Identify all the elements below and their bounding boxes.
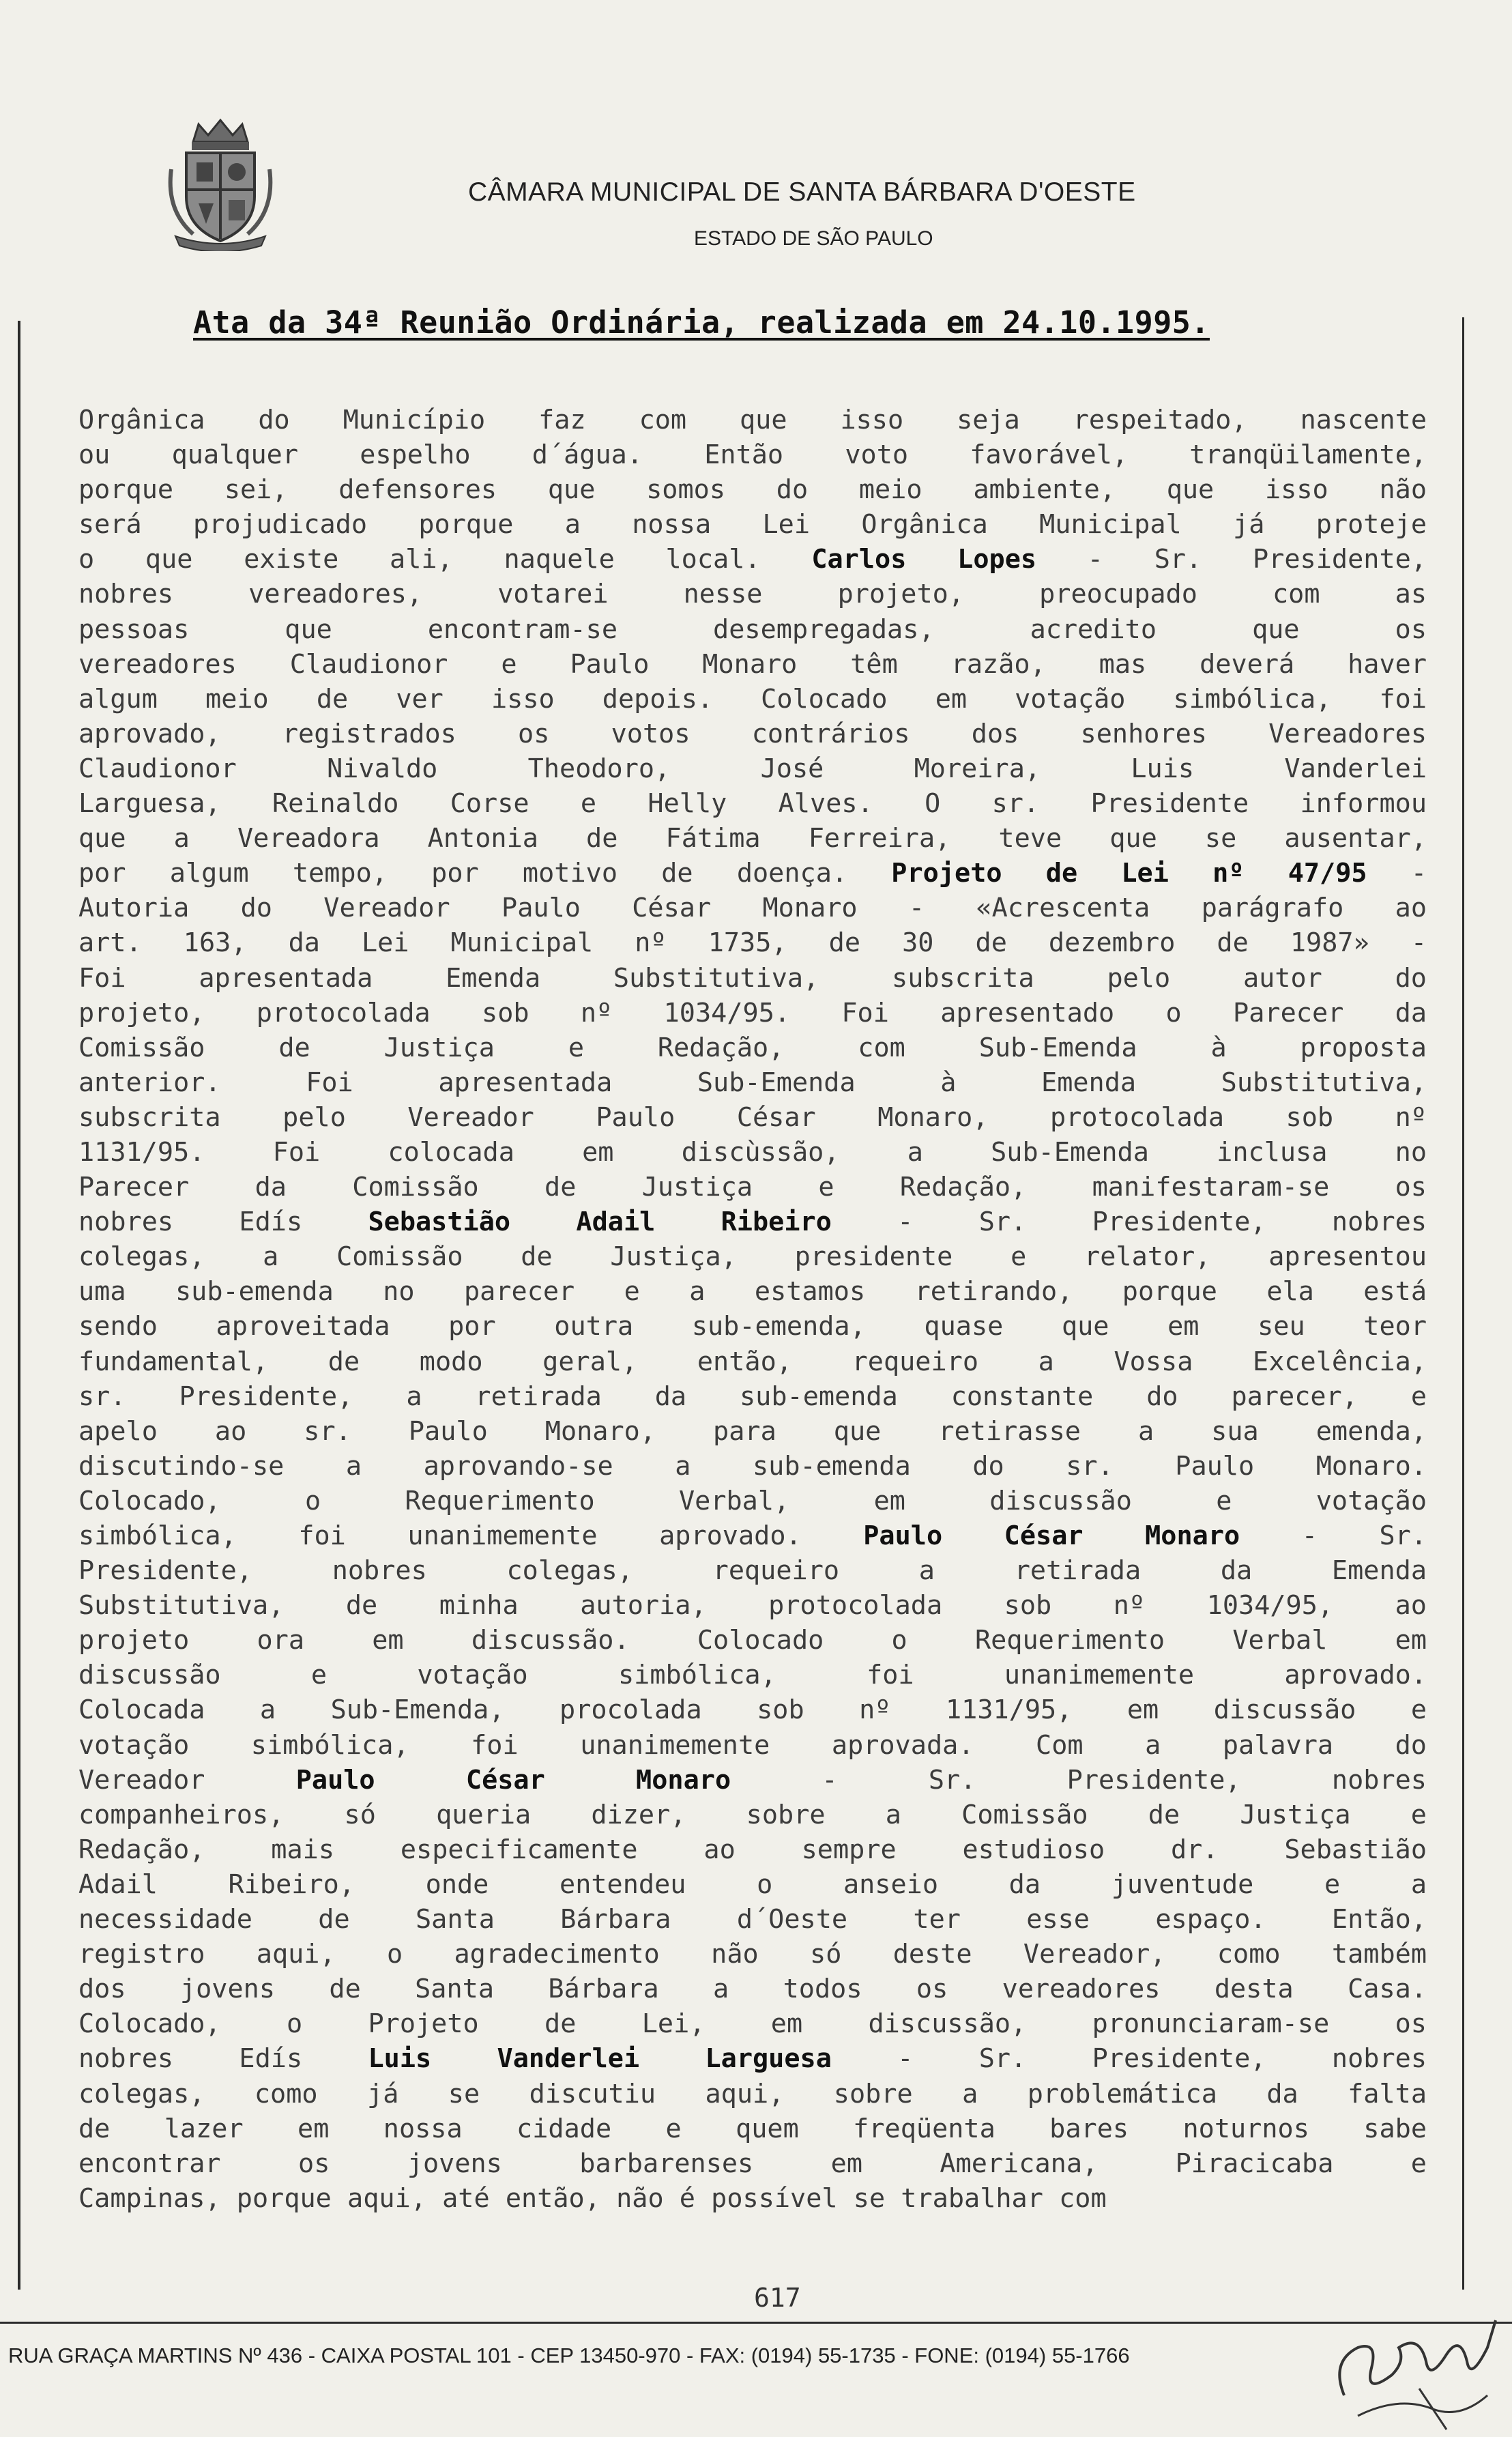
text-line bbox=[78, 1205, 1427, 1239]
text-segment: registro aqui, o agradecimento não só deste Vereador, como também bbox=[78, 1939, 1427, 1970]
organization-name: CÂMARA MUNICIPAL DE SANTA BÁRBARA D'OESTE bbox=[468, 177, 1136, 207]
text-line bbox=[78, 1763, 1427, 1798]
text-segment: discussão e votação simbólica, foi unanimemente aprovado. bbox=[78, 1660, 1427, 1691]
text-line bbox=[78, 1623, 1427, 1658]
text-segment: Colocado, o Requerimento Verbal, em discussão e votação bbox=[78, 1485, 1427, 1516]
text-line bbox=[78, 856, 1427, 891]
text-segment: por algum tempo, por motivo de doença. bbox=[78, 858, 892, 889]
text-segment: - Sr. Presidente, nobres bbox=[831, 1207, 1427, 1238]
text-line bbox=[78, 751, 1427, 786]
text-segment: Comissão de Justiça e Redação, com Sub-Emenda à proposta bbox=[78, 1032, 1427, 1063]
text-line bbox=[78, 612, 1427, 647]
text-segment: Vereador bbox=[78, 1764, 296, 1796]
text-line bbox=[78, 1100, 1427, 1135]
text-segment: - Sr. Presidente, nobres bbox=[731, 1764, 1427, 1796]
text-segment: Colocado, o Projeto de Lei, em discussão, pronunciaram-se os bbox=[78, 2008, 1427, 2040]
speaker-name: Sebastião Adail Ribeiro bbox=[368, 1207, 832, 1238]
text-segment: simbólica, foi unanimemente aprovado. bbox=[78, 1520, 864, 1551]
organization-state: ESTADO DE SÃO PAULO bbox=[694, 227, 933, 250]
text-line bbox=[78, 925, 1427, 960]
text-segment: subscrita pelo Vereador Paulo César Monaro, protocolada sob nº bbox=[78, 1101, 1427, 1133]
text-segment: - Sr. Presidente, bbox=[1036, 544, 1427, 575]
speaker-name: Carlos Lopes bbox=[811, 544, 1037, 575]
text-segment: - bbox=[1367, 858, 1427, 889]
text-line bbox=[78, 1692, 1427, 1727]
text-segment: discutindo-se a aprovando-se a sub-emenda do sr. Paulo Monaro. bbox=[78, 1450, 1427, 1482]
text-segment: que a Vereadora Antonia de Fátima Ferreira, teve que se ausentar, bbox=[78, 823, 1427, 854]
text-segment: nobres Edís bbox=[78, 1207, 368, 1238]
text-line bbox=[78, 1728, 1427, 1763]
text-line bbox=[78, 1518, 1427, 1553]
text-line bbox=[78, 577, 1427, 611]
text-line bbox=[78, 1379, 1427, 1414]
text-segment: Presidente, nobres colegas, requeiro a retirada da Emenda bbox=[78, 1555, 1427, 1587]
text-line bbox=[78, 821, 1427, 856]
text-line bbox=[78, 1239, 1427, 1274]
text-line bbox=[78, 1030, 1427, 1065]
text-line bbox=[78, 2077, 1427, 2111]
handwritten-signature bbox=[1317, 2293, 1508, 2436]
text-line bbox=[78, 1170, 1427, 1205]
text-segment: anterior. Foi apresentada Sub-Emenda à Emenda Substitutiva, bbox=[78, 1067, 1427, 1098]
speaker-name: Luis Vanderlei Larguesa bbox=[368, 2043, 832, 2075]
text-line bbox=[78, 437, 1427, 472]
text-line bbox=[78, 891, 1427, 925]
text-segment: Substitutiva, de minha autoria, protocolada sob nº 1034/95, ao bbox=[78, 1590, 1427, 1621]
text-line bbox=[78, 1065, 1427, 1100]
text-segment: dos jovens de Santa Bárbara a todos os vereadores desta Casa. bbox=[78, 1974, 1427, 2005]
text-line bbox=[78, 2111, 1427, 2146]
text-line bbox=[78, 1867, 1427, 1902]
text-segment: Campinas, porque aqui, até então, não é possível se trabalhar com bbox=[78, 2182, 1107, 2214]
text-line bbox=[78, 682, 1427, 717]
footer-divider bbox=[0, 2322, 1512, 2324]
text-segment: Foi apresentada Emenda Substitutiva, subscrita pelo autor do bbox=[78, 962, 1427, 994]
text-line bbox=[78, 1658, 1427, 1692]
text-segment: Colocada a Sub-Emenda, procolada sob nº 1131/95, em discussão e bbox=[78, 1695, 1427, 1726]
text-line bbox=[78, 1553, 1427, 1588]
page-border-left bbox=[18, 321, 20, 2290]
text-segment: uma sub-emenda no parecer e a estamos retirando, porque ela está bbox=[78, 1276, 1427, 1308]
text-segment: 1131/95. Foi colocada em discùssão, a Sub-Emenda inclusa no bbox=[78, 1136, 1427, 1168]
text-segment: encontrar os jovens barbarenses em Americana, Piracicaba e bbox=[78, 2148, 1427, 2179]
page-border-right bbox=[1462, 317, 1464, 2290]
footer-address: RUA GRAÇA MARTINS Nº 436 - CAIXA POSTAL 101 - CEP 13450-970 - FAX: (0194) 55-1735 - FONE: (0194) 55-1766 bbox=[8, 2344, 1130, 2367]
text-line bbox=[78, 786, 1427, 821]
text-line bbox=[78, 1414, 1427, 1449]
text-segment: - Sr. Presidente, nobres bbox=[831, 2043, 1427, 2075]
text-line bbox=[78, 2146, 1427, 2181]
text-line bbox=[78, 1344, 1427, 1379]
text-segment: Claudionor Nivaldo Theodoro, José Moreira, Luis Vanderlei bbox=[78, 753, 1427, 784]
text-line bbox=[78, 2041, 1427, 2076]
text-line bbox=[78, 1937, 1427, 1972]
text-segment: vereadores Claudionor e Paulo Monaro têm razão, mas deverá haver bbox=[78, 648, 1427, 680]
text-segment: colegas, como já se discutiu aqui, sobre a problemática da falta bbox=[78, 2078, 1427, 2109]
text-line bbox=[78, 1832, 1427, 1867]
text-segment: sendo aproveitada por outra sub-emenda, quase que em seu teor bbox=[78, 1311, 1427, 1342]
text-line bbox=[78, 1588, 1427, 1623]
text-segment: projeto ora em discussão. Colocado o Requerimento Verbal em bbox=[78, 1625, 1427, 1656]
text-line bbox=[78, 717, 1427, 751]
text-segment: de lazer em nossa cidade e quem freqüenta bares noturnos sabe bbox=[78, 2113, 1427, 2144]
text-segment: - Sr. bbox=[1240, 1520, 1427, 1551]
text-line bbox=[78, 1484, 1427, 1518]
text-segment: pessoas que encontram-se desempregadas, acredito que os bbox=[78, 614, 1427, 645]
speaker-name: Projeto de Lei nº 47/95 bbox=[891, 858, 1367, 889]
text-segment: ou qualquer espelho d´água. Então voto favorável, tranqüilamente, bbox=[78, 439, 1427, 471]
text-line bbox=[78, 507, 1427, 542]
text-segment: o que existe ali, naquele local. bbox=[78, 544, 812, 575]
text-segment: Larguesa, Reinaldo Corse e Helly Alves. O sr. Presidente informou bbox=[78, 788, 1427, 820]
text-line bbox=[78, 1972, 1427, 2006]
text-line bbox=[78, 403, 1427, 437]
text-line bbox=[78, 1449, 1427, 1484]
text-segment: Orgânica do Município faz com que isso seja respeitado, nascente bbox=[78, 405, 1427, 435]
text-line bbox=[78, 996, 1427, 1030]
text-line bbox=[78, 2181, 1427, 2216]
text-segment: sr. Presidente, a retirada da sub-emenda constante do parecer, e bbox=[78, 1381, 1427, 1412]
coat-of-arms-icon bbox=[166, 115, 275, 251]
text-line bbox=[78, 961, 1427, 996]
document-title: Ata da 34ª Reunião Ordinária, realizada em 24.10.1995. bbox=[193, 304, 1210, 341]
text-segment: votação simbólica, foi unanimemente aprovada. Com a palavra do bbox=[78, 1729, 1427, 1761]
text-line bbox=[78, 1902, 1427, 1937]
text-segment: art. 163, da Lei Municipal nº 1735, de 30 de dezembro de 1987» - bbox=[78, 927, 1427, 959]
text-segment: companheiros, só queria dizer, sobre a Comissão de Justiça e bbox=[78, 1799, 1427, 1830]
text-line bbox=[78, 1135, 1427, 1170]
speaker-name: Paulo César Monaro bbox=[863, 1520, 1240, 1551]
text-line bbox=[78, 542, 1427, 577]
text-segment: Parecer da Comissão de Justiça e Redação, manifestaram-se os bbox=[78, 1172, 1427, 1203]
text-segment: algum meio de ver isso depois. Colocado em votação simbólica, foi bbox=[78, 683, 1427, 715]
text-segment: Autoria do Vereador Paulo César Monaro - «Acrescenta parágrafo ao bbox=[78, 893, 1427, 924]
text-line bbox=[78, 1798, 1427, 1832]
text-line bbox=[78, 1274, 1427, 1309]
text-segment: aprovado, registrados os votos contrários dos senhores Vereadores bbox=[78, 718, 1427, 749]
text-segment: necessidade de Santa Bárbara d´Oeste ter esse espaço. Então, bbox=[78, 1904, 1427, 1935]
text-segment: porque sei, defensores que somos do meio ambiente, que isso não bbox=[78, 474, 1427, 506]
page-number: 617 bbox=[754, 2283, 801, 2313]
text-segment: Adail Ribeiro, onde entendeu o anseio da juventude e a bbox=[78, 1869, 1427, 1900]
text-segment: projeto, protocolada sob nº 1034/95. Foi apresentado o Parecer da bbox=[78, 997, 1427, 1028]
text-segment: nobres vereadores, votarei nesse projeto, preocupado com as bbox=[78, 579, 1427, 610]
text-segment: nobres Edís bbox=[78, 2043, 368, 2075]
text-segment: colegas, a Comissão de Justiça, presidente e relator, apresentou bbox=[78, 1241, 1427, 1273]
text-segment: fundamental, de modo geral, então, requeiro a Vossa Excelência, bbox=[78, 1346, 1427, 1377]
text-line bbox=[78, 2006, 1427, 2041]
speaker-name: Paulo César Monaro bbox=[295, 1764, 731, 1796]
text-segment: Redação, mais especificamente ao sempre estudioso dr. Sebastião bbox=[78, 1834, 1427, 1865]
text-line bbox=[78, 472, 1427, 507]
text-line bbox=[78, 1309, 1427, 1344]
text-segment: apelo ao sr. Paulo Monaro, para que retirasse a sua emenda, bbox=[78, 1415, 1427, 1447]
text-line bbox=[78, 647, 1427, 682]
minutes-body bbox=[78, 403, 1427, 2216]
text-segment: será projudicado porque a nossa Lei Orgânica Municipal já proteje bbox=[78, 509, 1427, 540]
